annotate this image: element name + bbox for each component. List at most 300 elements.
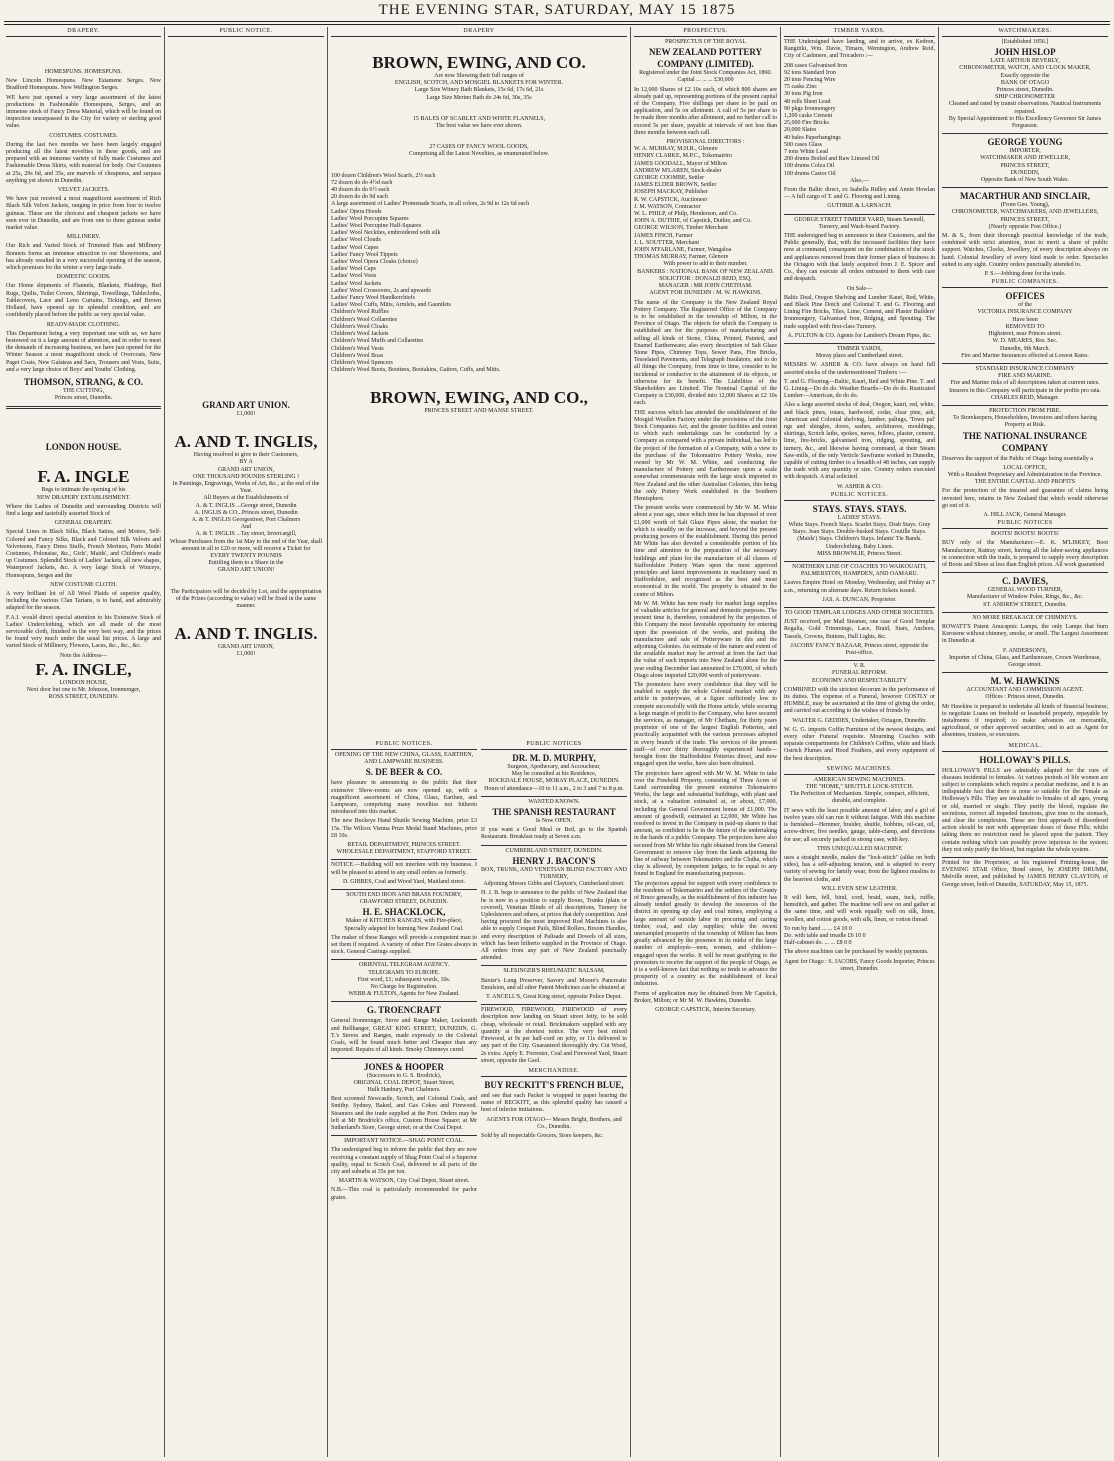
paragraph: During the last two months we have been largely engaged producing all the latest novelties in these goods, and are prepared with an immense variety of fully made Costumes and Fashionable Dress Skirts, with material for body. Our Costumes at 25s, 29s 6d, and 35s, are marvels of cheapness, and surpass anything yet shown in Dunedin.: [6, 141, 161, 184]
list-line: 20,000 Slates: [784, 127, 817, 134]
centered-text: ORIENTAL TELEGRAM AGENCY.: [358, 962, 450, 969]
list-line: Children's Wool Spencers: [331, 359, 393, 366]
list-line: 90 pkgs Ironmongery: [784, 105, 836, 112]
spacer: [331, 159, 627, 173]
list-line: W. L. PHILP, of Philp, Henderson, and Co.: [634, 211, 738, 218]
paragraph: The maker of these Ranges will provide a competent man to set them if required. A variety of other Fire Grates always in stock. General Castings supplied.: [331, 934, 477, 956]
centered-text: BANK OF OTAGO: [1000, 79, 1050, 86]
centered-text: Adjoining Messrs Gibbs and Clayton's, Cumberland street.: [483, 881, 625, 888]
separator: [331, 1058, 477, 1059]
paragraph: The new Buckeye Hand Shuttle Sewing Machine, price £3 15s. The Wilcox Vienna Prize Medal Stand Machines, price £8 10s.: [331, 818, 477, 839]
centered-text: BY A: [239, 459, 253, 466]
centered-text: AMERICAN SEWING MACHINES.: [813, 776, 906, 783]
section-heading: SEWING MACHINES.: [784, 765, 935, 775]
advert-heading: NEW ZEALAND POTTERY COMPANY (LIMITED).: [648, 47, 763, 70]
centered-text: GUTHRIE & LARNACH.: [827, 203, 892, 210]
centered-text: GENERAL DRAPERY.: [54, 520, 113, 527]
list-line: To run by hand ... ... £4 10 0: [784, 925, 852, 932]
spacer: [6, 39, 161, 69]
centered-text: Note the Address—: [59, 652, 108, 659]
list-line: Half-cabinet do. ... ... £8 0 0: [784, 940, 852, 947]
display-heading: F. A. INGLE: [37, 467, 130, 487]
spacer: [6, 453, 161, 467]
list-line: 75 casks Zinc: [784, 84, 817, 91]
column-drapery-brown-ewing: [331, 27, 627, 737]
centered-text: TIMBER YARDS,: [836, 345, 883, 352]
spacer: [168, 99, 324, 129]
spacer: [168, 309, 324, 339]
paragraph: WE have just opened a very large assortment of the latest productions in Fashionable Homespuns, Serges, and an immense stock of Fancy Dress Material, which will be found on inspection unsurpassed in the City for variety or sterling good value.: [6, 94, 161, 130]
centered-text: T. ANCELL'S, Great King street, opposite Police Depot.: [486, 994, 622, 1001]
column-rule: [327, 27, 328, 1457]
list-line: HENRY CLARKE, M.P.C., Tokomairiro: [634, 153, 732, 160]
centered-text: PROTECTION FROM FIRE.: [989, 407, 1061, 414]
paragraph: Sold by all respectable Grocers, Store keepers, &c.: [481, 1132, 604, 1139]
centered-text: ROCKDALE HOUSE, MORAY PLACE, DUNEDIN.: [488, 778, 620, 785]
centered-text: A. INGLIS & CO...Princes street, Dunedin: [194, 509, 298, 516]
centered-text: WANTED KNOWN.: [528, 798, 580, 805]
centered-text: All Buyers at the Establishments of: [203, 495, 289, 502]
paragraph: A very brilliant lot of All Wool Plaids of superior quality, including the various Clan Tartans, is to hand, and admirably adapted for the season.: [6, 590, 161, 612]
list-line: Children's Wool Cloaks: [331, 323, 388, 330]
list-line: Ladies' Wool Vests: [331, 273, 377, 280]
centered-text: COSTUMES. COSTUMES.: [49, 132, 118, 139]
section-heading: PUBLIC NOTICES: [942, 519, 1108, 529]
list-line: JOHN M'FARLANE, Farmer, Wangaloa: [634, 247, 732, 254]
separator: [942, 572, 1108, 573]
centered-text: Specially adapted for burning New Zealand Coal.: [344, 925, 464, 932]
list-line: 200 drums Boiled and Raw Linseed Oil: [784, 156, 880, 163]
paragraph: The undersigned beg to inform the public that they are now receiving a constant supply of Shag Point Coal of a Superior quality, equal to Scotch Coal, delivered to all parts of the city and suburbs at 35s per ton.: [331, 1147, 477, 1175]
centered-text: THE CUTTING,: [63, 387, 104, 394]
paragraph: MESSRS W. ASHER & CO. have always on hand full assorted stocks of the undermentioned Timbers :—: [784, 362, 935, 376]
centered-text: Moray place and Cumberland street.: [815, 353, 904, 360]
paragraph: New Lincoln Homespuns. New Estamene Serges. New Bradford Homespuns. New Wellington Serges.: [6, 78, 161, 92]
centered-text: D. GIBBES, Coal and Wood Yard, Maitland street.: [342, 878, 466, 885]
centered-text: Whose Purchases from the 1st May to the end of the Year, shall amount in all to £20 or more, will receive a Ticket for: [169, 538, 323, 552]
display-heading: A. AND T. INGLIS,: [174, 432, 318, 452]
centered-text: Fire and Marine Insurances effected at Lowest Rates.: [961, 352, 1089, 359]
centered-text: Hulk Hanbury, Port Chalmers.: [367, 1086, 441, 1093]
paragraph: Mr W. M. White has now ready for market large supplies of valuable articles for general and domestic purposes. The present time is, therefore, considered by the projectors of this Company the most favorable opportunity for entering upon the possession of the works, and pushing the manufacture and sale of Potteryware in this and the adjoining Colonies. An estimate of the nature and extent of the available market may be arrived at from the fact that the value of such imports into New Zealand alone for the year ending December last amounted to £70,000, of which Otago alone imported £20,000 worth of potteryware.: [634, 600, 777, 679]
masthead: THE EVENING STAR, SATURDAY, MAY 15 1875: [378, 2, 736, 18]
list-line: Ladies' Wool Neckties, embroidered with silk: [331, 230, 441, 237]
advert-heading: MACARTHUR AND SINCLAIR,: [960, 191, 1090, 202]
centered-text: Fire and Marine risks of all descriptions taken at current rates.: [950, 380, 1100, 387]
centered-text: LATE ARTHUR BEVERLY,: [990, 58, 1060, 65]
paragraph: The promoters have every confidence that they will be enabled to supply the whole Colonial market with any article in potteryware, at a figure sufficiently low to compete successfully with the Home article, while securing a large margin of profit to the Company, who have secured the services, as manager, of Mr Chetham, for thirty years proprietor of one of the largest English Potteries, and practically acquainted with the various processes adopted in every branch of the trade. The services of the present staff—of over thirty thoroughly experienced hands—brought from the Staffordshire Potteries direct, and now engaged upon the works, have also been obtained.: [634, 682, 777, 768]
advert-heading: JONES & HOOPER: [363, 1061, 444, 1072]
list-line: Do. with table and treadle £6 10 0: [784, 932, 866, 939]
list-line: Children's Wool Muffs and Collarettes: [331, 338, 424, 345]
spacer: [331, 39, 627, 53]
column-heading: PROSPECTUS.: [634, 27, 777, 37]
separator: [942, 405, 1108, 406]
paragraph: Our Rich and Varied Stock of Trimmed Hats and Millinery Bonnets forms an immense attraction to our Showrooms, and has already resulted in a very successful opening of the season, which promises for the winter a very large trade.: [6, 243, 161, 272]
centered-text: Princes street, Dunedin.: [54, 395, 113, 402]
list-line: 1,200 casks Cement: [784, 113, 833, 120]
centered-text: Next door but one to Mr. Johnson, Ironmonger,: [26, 687, 141, 693]
column-heading: DRAPERY.: [6, 27, 161, 37]
advert-heading: C. DAVIES,: [1001, 576, 1049, 587]
list-line: 72 dozen do do 4½d each: [331, 179, 393, 186]
centered-text: MILLINERY.: [66, 234, 101, 241]
list-line: W. A. MURRAY, M.H.R., Glenore: [634, 146, 718, 153]
centered-text: Comprising all the Latest Novelties, as enumerated below.: [408, 151, 550, 158]
spacer: [168, 369, 324, 399]
list-line: Children's Wool Collarettes: [331, 316, 398, 323]
centered-text: OPENING OF THE NEW CHINA, GLASS, EARTHEN, AND LAMPWARE BUSINESS.: [334, 752, 474, 766]
paragraph: The above machines can be purchased by weekly payments.: [784, 949, 929, 956]
spacer: [168, 339, 324, 369]
list-line: JAMES GOODALL, Mayor of Milton: [634, 160, 727, 167]
centered-text: ROSS STREET, DUNEDIN.: [48, 694, 119, 701]
list-line: 20 dozen do do 9d each: [331, 194, 388, 201]
centered-text: MARTIN & WATSON, City Coal Depot, Stuart street.: [338, 1178, 470, 1185]
centered-text: IMPORTER,: [1009, 148, 1041, 155]
centered-text: DOMESTIC GOODS.: [56, 274, 111, 281]
centered-text: Also,—: [850, 177, 869, 184]
centered-text: of the: [1018, 302, 1032, 309]
paragraph: Mr Hawkins is prepared to undertake all kinds of financial business; to negotiate Loans on freehold or leasehold property, repayable by instalments if required; to make advances on mercantile, agricultural, or other approved securities; and to act as Agent for absentees, trustees, or executors.: [942, 703, 1108, 739]
centered-text: 27 CASES OF FANCY WOOL GOODS,: [429, 144, 529, 151]
column-heading: TIMBER YARDS.: [784, 27, 935, 37]
centered-text: 15 BALES OF SCARLET AND WHITE FLANNELS,: [412, 115, 546, 122]
column-rule: [780, 27, 781, 1457]
paragraph: We have just received a most magnificent assortment of Rich Black Silk Velvet Jackets, ranging in price from four to twelve guineas. These are the choicest and cheapest jackets we have seen ever in Dunedin, and are from one to three guineas under market value.: [6, 196, 161, 232]
list-line: Ladies' Wool Caps: [331, 266, 376, 273]
masthead-rule-2: [4, 24, 1110, 25]
centered-text: LONDON HOUSE,: [59, 679, 108, 686]
centered-text: P. S.—Jobbing done for the trade.: [984, 271, 1066, 278]
column-heading: PUBLIC NOTICE.: [168, 27, 324, 37]
paragraph: BUY only of the Manufacturer.—E. K. M'LISKEY, Boot Manufacturer, Rattray street, having all the labor-saving appliances in connection with the trade, is prepared to supply every description of Boots and Shoes at less than English prices. All work guaranteed: [942, 540, 1108, 568]
centered-text: NEW COSTUME CLOTH.: [50, 581, 117, 588]
list-line: Ladies' Fancy Wool Tippets: [331, 251, 398, 258]
centered-text: May be consulted at his Residence,: [511, 771, 597, 778]
centered-text: [Established 1856.]: [1001, 39, 1049, 45]
display-heading: A. AND T. INGLIS.: [174, 624, 318, 644]
list-line: Ladies' Wool Opera Cloaks (choice): [331, 259, 418, 266]
advert-heading: HENRY J. BACON'S: [512, 855, 596, 866]
paragraph: The name of the Company is the New Zealand Royal Pottery Company. The Registered Office of the Company is to be established in the township of Milton, in the Province of Otago. The objects for which the Company is established are for the purposes of manufacturing and selling all kinds of Stone, China, Printed, Painted, and Enamel Earthenware; also every description of Salt Glaze Stone Pipes, Chimney Tops, Sewer Pans, Fire Bricks, Tesselated Pavements, and Telegraph Insulators, and to do all things the Company, from time to time, consider to be incidental or conducive to the attainment of its objects, or otherwise for its benefit. The Liabilities of the Shareholders are Limited. The Nominal Capital of the Company is £30,000, divided into 12,000 Shares at £2 10s each.: [634, 299, 777, 407]
list-line: Ladies' Wool Porcupine Squares: [331, 215, 409, 222]
separator: [481, 965, 627, 966]
spacer: [168, 279, 324, 309]
column-prospectus: [634, 27, 777, 1457]
centered-text: SHIP CHRONOMETER: [995, 94, 1055, 101]
advert-heading: HOLLOWAY'S PILLS.: [979, 754, 1071, 765]
centered-text: JACOBS' FANCY BAZAAR, Princes street, opposite the Post-office.: [790, 642, 929, 657]
column-public-notices-left: [331, 740, 477, 1457]
centered-text: READY-MADE CLOTHING.: [46, 321, 121, 328]
centered-text: Insurers in this Company will participate in the profits pro rata.: [949, 387, 1101, 394]
list-line: A large assortment of Ladies' Promenade Scarfs, in all colors, 2s 9d to 12s 6d each: [331, 201, 530, 208]
centered-text: PRINCES STREET,: [1000, 216, 1050, 223]
paragraph: uses a straight needle, makes the "lock-stitch" (alike on both sides), has a self-adjusting tension, and is adapted to every variety of sewing for family wear, from the lightest muslins to the heaviest cloths, and: [784, 854, 935, 883]
paragraph: The present works were commenced by Mr W. M. White about a year ago, since which time he has disposed of over £1,000 worth of Salt Glaze Pipes alone, the market for which is steadily on the increase, and beyond the present producing powers of the establishment. During this period Mr White has also devoted a considerable portion of his time and attention to the preparation of the necessary buildings and plant for the manufacture of all classes of Staffordshire Pottery Ware upon the most approved principles and latest improvements in machinery used in Staffordshire, and recognised as the best and most economical in the world. The property is situated in the centre of Milton.: [634, 505, 777, 598]
centered-text: DUNEDIN,: [1010, 169, 1040, 176]
centered-text: IMPORTANT NOTICE.—SHAG POINT COAL.: [344, 1138, 464, 1145]
centered-text: First word, £1; subsequent words, 10s.: [357, 976, 451, 983]
centered-text: GRAND ART UNION!: [217, 567, 275, 574]
centered-text: Manufacturer of Window Poles, Rings, &c., &c.: [966, 594, 1084, 601]
centered-text: ENGLISH, SCOTCH, AND MOSGIEL BLANKETS FOR WINTER.: [394, 80, 564, 87]
list-line: 100 dozen Children's Wool Scarfs, 2½ each: [331, 172, 436, 179]
list-line: Children's Wool Jackets: [331, 331, 389, 338]
centered-text: PROSPECTUS OF THE ROYAL: [664, 39, 747, 45]
centered-text: AGENTS FOR OTAGO— Messrs Bright, Brothers, and Co., Dunedin.: [486, 1116, 622, 1130]
centered-text: NO MORE BREAKAGE OF CHIMNEYS.: [972, 614, 1078, 621]
paragraph: T. and G. Flooring—Baltic, Kauri, Red and White Pine. T. and G. Lining—Do do do. Weather Boards—Do do do. Rusticated Lumber—American, do do do.: [784, 378, 935, 400]
list-line: 40 bales Paperhangings: [784, 134, 841, 141]
centered-text: To Storekeepers, Householders, Investors and others having Property at Risk.: [953, 415, 1097, 429]
centered-text: VELVET JACKETS.: [57, 187, 110, 194]
centered-text: Registered under the Joint Stock Companies Act, 1860.: [639, 70, 772, 77]
centered-text: PRINCES STREET AND MANSE STREET.: [424, 408, 534, 415]
centered-text: THE "HOME," SHUTTLE LOCK-STITCH.: [805, 784, 914, 791]
centered-text: GRAND ART UNION,: [217, 466, 275, 473]
paragraph: Baltic Deal, Oregon Shelving and Lumber Kauri, Red, White, and Black Pine Dotch and Colonial T. and G. Flooring and Lining Fire Bricks, Tiles, Lime, Cement, and Plaster Builders' Ironmongery, Galvanised Iron, Ridging, and Spouting. The trade supplied with first-class Turnery.: [784, 294, 935, 330]
paragraph: It will hem, fell, bind, cord, braid, seam, tuck, ruffle, hemstitch, and gather. The machine will sew on and gather at the same time, and will work equally well on silk, linen, woollen, and cotton goods, with silk, linen, or cotton thread.: [784, 894, 935, 923]
centered-text: AGENT FOR DUNEDIN : M. W. HAWKINS.: [649, 290, 762, 297]
paragraph: JUST received, per Mail Steamer, one case of Good Templar Regalia, Gold Trimmings, Lace, Braid, Stars, Anchors, Tassels, Crowns, Buttons, Hall Lights, &c.: [784, 619, 935, 640]
centered-text: RETAIL DEPARTMENT, PRINCES STREET. WHOLESALE DEPARTMENT, STAFFORD STREET.: [336, 842, 472, 856]
list-line: R. W. CAPSTICK, Auctioneer: [634, 196, 708, 203]
spacer: [168, 610, 324, 624]
advert-heading: DR. M. D. MURPHY,: [512, 753, 596, 763]
paragraph: Leaves Empire Hotel on Monday, Wednesday, and Friday at 7 a.m., returning on alternate days. Return tickets issued.: [784, 580, 935, 594]
list-line: 7 tons White Lead: [784, 149, 829, 156]
centered-text: Highstreet, near Princes street.: [988, 331, 1062, 338]
paragraph: Special Lines in Black Silks, Black Satins, and Moires, Self-Colored and Fancy Silks, Black and Colored Silk Velvets and Velveteens, Fancy Dress Stuffs, French Merinos, Paris Model Costumes, Polonaise, &c., Girls', Maids', and Children's made up Costumes. Splendid Stock of Ladies' Jackets, all new shapes, Waterproof Jackets, &c. A very large Stock of Winceys, Homespuns, Serges and the: [6, 529, 161, 579]
centered-text: With power to add to their number.: [663, 261, 748, 268]
paragraph: Forms of application may be obtained from Mr Capstick, Broker, Milton; or Mr M. W. Hawkins, Dunedin.: [634, 990, 777, 1004]
centered-text: Large Size Witney Bath Blankets, 15s 6d, 17s 6d, 21s: [414, 87, 544, 94]
centered-text: BANKERS : NATIONAL BANK OF NEW ZEALAND.: [637, 268, 774, 275]
centered-text: Entitling them to a Share in the: [208, 560, 284, 567]
paragraph: Printed for the Proprietor, at his registered Printing-house, the EVENING STAR Office, Bond street, by JOSEPH DRUMM, Melville street, and published by JAMES HENRY CLAYTON, of George street, both of Dunedin, SATURDAY, May 15, 1875.: [942, 860, 1108, 888]
paragraph: In 12,000 Shares of £2 10s each, of which 800 shares are already paid up, representing portions of the present capital of the Company. Five shillings per share to be paid on application, and 5s on allotment. A call of 5s per share to be made three months after allotment, and no further call to exceed 5s per share, payable at intervals of not less than three months between each call.: [634, 86, 777, 136]
column-heading: DRAPERY: [331, 27, 627, 37]
separator: [481, 845, 627, 846]
centered-text: Hours of attendance—10 to 11 a.m., 2 to 3 and 7 to 8 p.m.: [484, 785, 624, 792]
centered-text: No Charge for Registration.: [370, 984, 438, 991]
centered-text: CUMBERLAND STREET, DUNEDIN.: [505, 847, 603, 854]
column-heading: WATCHMAKERS.: [942, 27, 1108, 37]
centered-text: WEBB & FULTON, Agents for New Zealand.: [348, 991, 460, 998]
paragraph: HOLLOWAY'S PILLS are admirably adapted for the cure of diseases incidental to females. At various periods of life women are subject to complaints which require a peculiar medicine, and it is an indisputable fact that there is none so suitable for the Female as Holloway's Pills. They are invaluable to females of all ages, young or old, married or single. They purify the blood, regulate the secretions, correct all impeded functions, give tone to the stomach, and clear the complexion. These are first approach of disordered action should be met with appropriate doses of these Pills; whilst taking them no restriction need be placed upon the patient. They contain nothing which can possibly prove injurious to the system; they not only purify the blood, but regulate the whole system.: [942, 767, 1108, 853]
separator: [331, 859, 477, 860]
list-line: JAMES ELDER BROWN, Settler: [634, 182, 717, 189]
centered-text: LADIES' STAYS.: [837, 514, 882, 521]
spacer: [168, 219, 324, 249]
spacer: [168, 159, 324, 189]
paragraph: have pleasure in announcing to the public that their extensive Show-rooms are now opened up, with a magnificent assortment of China, Glass, Earthen, and Lampware, comprising many novelties not hitherto introduced into this market.: [331, 780, 477, 816]
advert-heading: STAYS. STAYS. STAYS.: [812, 503, 907, 514]
list-line: Children's Wool Boas: [331, 352, 384, 359]
centered-text: W. D. MEARES, Res. Sec.: [992, 338, 1058, 345]
list-line: Ladies' Wool Porcupine Half-Squares: [331, 223, 422, 230]
centered-text: And: [240, 524, 252, 531]
centered-text: ST. ANDREW STREET, Dunedin.: [983, 601, 1067, 608]
list-line: JAMES FINCH, Farmer: [634, 232, 693, 239]
paragraph: N.B.—This coal is particularly recommended for parlor grates.: [331, 1187, 477, 1201]
centered-text: SLESINGER'S RHEUMATIC BALSAM,: [503, 968, 605, 975]
display-heading: F. A. INGLE,: [35, 659, 132, 679]
advert-heading: LONDON HOUSE.: [45, 442, 122, 453]
list-line: Children's Wool Ruffles: [331, 309, 389, 316]
centered-text: NORTHERN LINE OF COACHES TO WAIKOUAITI, PALMERSTON, HAMPDEN, AND OAMARU.: [792, 564, 927, 578]
centered-text: BOX, TRUNK, AND VENETIAN BLIND FACTORY AND TURNERY,: [481, 866, 627, 881]
list-line: 48 rolls Sheet Lead: [784, 98, 831, 105]
advert-heading: THE NATIONAL INSURANCE COMPANY: [962, 430, 1088, 453]
column-rule: [630, 27, 631, 1457]
centered-text: Begs to intimate the opening of his: [41, 487, 126, 494]
centered-text: Have been: [1012, 316, 1038, 323]
centered-text: White Stays. French Stays. Scarlet Stays. Drab Stays. Gray Stays. Jean Stays. Double-busked Stays. Coutille Stays. (Maids') Stays. Children's Stays. Infants' Tie Bands. Underclothing. Baby Linen.: [788, 521, 931, 550]
list-line: Ladies' Wool Capes: [331, 244, 379, 251]
centered-text: THIS UNEQUALLED MACHINE: [817, 845, 902, 852]
separator: [331, 1135, 477, 1136]
paragraph: THE success which has attended the establishment of the Mosgiel Woollen Factory under the provisions of the Joint Stock Companies Act, and the greater facilities and extent to which such undertakings can be conducted by a Company as compared with a private individual, has led to the project of the formation of a Company, with a view to the purchase of the Tokomairiro Pottery Works, now owned by Mr W. M. White, and conducting the manufacture of Pottery and Earthenware upon a scale somewhat commensurate with the large stock imported to New Zealand and the other Australian Colonies, this being the only Pottery Work established in the Southern Hemisphere.: [634, 409, 777, 502]
separator: [331, 1001, 477, 1002]
list-line: GEORGE COOMBE, Settler: [634, 175, 705, 182]
centered-text: WATCHMAKER AND JEWELLER,: [980, 155, 1070, 162]
paragraph: NOTICE.—Building will not interfere with my business. I will be pleased to attend to any small orders as formerly.: [331, 862, 477, 876]
centered-text: Maker of KITCHEN RANGES, with Fire-place,: [345, 918, 463, 925]
centered-text: F. ANDERSON'S,: [1002, 647, 1048, 654]
list-line: Children's Wool Boots, Boottees, Bootakins, Gaiters, Cuffs, and Mitts.: [331, 367, 501, 374]
paragraph: The projectors have agreed with Mr W. M. White to take over the Freehold Property, consisting of Three Acres of Land surrounding the present extensive Tokomairiro Works, the large and substantial buildings, with plant and stock, at a valuation estimated at, or about, £7,000, including the General Government bonus of £1,000. The amount of goodwill, estimated at £2,000, Mr White has resolved to invest in the Company in paid-up shares to that amount, so confident is he in the future of the undertaking in the hands of a public Company. The projectors have also secured from Mr White his right obtained from the General Government to remove clay from the lands adjoining the line of railway between Tokomairiro and the Clutha, which clay is allowed, by competent judges, to be equal to any found in England for manufacturing purposes.: [634, 770, 777, 878]
column-heading: PUBLIC NOTICES.: [331, 740, 477, 750]
centered-text: With a Resident Proprietary and Administration in the Province.: [948, 471, 1102, 478]
centered-text: WALTER G. GEDDES, Undertaker, Octagon, Dunedin.: [792, 717, 927, 724]
list-line: Ladies' Wool Cuffs, Mitts, Armlets, and Gauntlets: [331, 302, 451, 309]
separator: [784, 607, 935, 608]
list-line: JOHN A. DUTHIE, of Capstick, Duthie, and Co.: [634, 218, 752, 225]
centered-text: A. & T. INGLIS ...George street, Dunedin: [195, 502, 297, 509]
centered-text: EVERY TWENTY POUNDS: [210, 553, 282, 560]
centered-text: Is Now OPEN.: [535, 818, 573, 825]
paragraph: Baxter's Lung Preserver, Savory and Moore's Pancreatic Emulsion, and all other Patent Medicines can be obtained at: [481, 977, 627, 991]
paragraph: COMBINED with the strictest decorum in the performance of its duties. The expense of a Funeral, however COSTLY or HUMBLE, may be ascertained at the time of giving the order, and carried out according to the wishes of friends by: [784, 686, 935, 715]
centered-text: VICTORIA INSURANCE COMPANY: [977, 309, 1073, 316]
separator: [942, 612, 1108, 613]
centered-text: NEW DRAPERY ESTABLISHMENT.: [36, 494, 131, 501]
centered-text: GEORGE CAPSTICK, Interim Secretary.: [655, 1007, 756, 1013]
spacer: [331, 374, 627, 388]
centered-text: Having resolved to give to their Customers,: [193, 452, 299, 459]
separator: [784, 660, 935, 661]
centered-text: A. HILL JACK, General Manager.: [983, 511, 1067, 518]
advert-heading: JOHN HISLOP: [994, 47, 1056, 58]
advert-heading: GEORGE YOUNG: [987, 137, 1063, 148]
list-line: 500 cases Glass: [784, 141, 822, 148]
centered-text: The Participators will be decided by Lot, and the appropriation of the Prizes (according to value) will be fixed in the same manner.: [170, 588, 322, 610]
centered-text: Surgeon, Apothecary, and Accoucheur,: [507, 764, 601, 770]
separator: [481, 796, 627, 797]
centered-text: A. & T. INGLIS Georgestreet, Port Chalmers: [191, 517, 301, 524]
paragraph: THE undersigned beg to announce to their Customers, and the Public generally, that, with the increased facilities they have now at command, consequent on the combination of the stock and appliances removed from their former place of business in the Octagon with that lately acquired from J. E. Spicer and Co., they can execute all orders entrusted to them with care and despatch.: [784, 233, 935, 283]
centered-text: Offices : Princes street, Dunedin.: [985, 694, 1065, 701]
advert-heading: THOMSON, STRANG, & CO.: [23, 376, 143, 387]
column-timber-yards: [784, 27, 935, 1457]
paragraph: Best screened Newcastle, Scotch, and Colonial Coals, and Smithy. Sydney, Baked, and Gas Cokes and Firewood. Steamers and the trade supplied at the Port. Orders may be left at Mr Brodrick's office, Custom House Square; at Mr Sutherland's Store, George street; or at the Coal Depot.: [331, 1096, 477, 1131]
spacer: [168, 249, 324, 279]
centered-text: BOOTS! BOOTS! BOOTS!: [990, 531, 1059, 538]
paragraph: General Ironmonger, Stove and Range Maker, Locksmith and Bellhanger, GREAT KING STREET, DUNEDIN. G. T.'s Stoves and Ranges, made expressly to the Colonial Coals, will be found much better and Cheaper than any imported. Repairs of all kinds. Smoky Chimneys cured.: [331, 1018, 477, 1054]
centered-text: LOCAL OFFICE,: [1003, 464, 1047, 471]
paragraph: W. G. G. imports Coffin Furniture of the newest designs, and every other Funeral requisite. Mourning Coaches with separate compartments for Children's Coffins, white and black Ostrich Plumes and Hood Feathers, and every equipment of the best description.: [784, 726, 935, 762]
separator: [784, 343, 935, 344]
centered-text: V. R.: [853, 663, 866, 670]
centered-text: Opposite Bank of New South Wales.: [980, 177, 1070, 184]
separator: [331, 959, 477, 960]
display-heading: BROWN, EWING, AND CO.: [372, 53, 586, 72]
display-heading: BROWN, EWING, AND CO.,: [370, 388, 588, 408]
column-rule: [938, 27, 939, 1457]
separator: [942, 672, 1108, 673]
list-line: Ladies' Wool Crossovers, 2s and upwards: [331, 287, 431, 294]
paragraph: Where the Ladies of Dunedin and surrounding Districts will find a large and tastefully assorted Stock of: [6, 503, 161, 517]
paragraph: F.A.I. would direct special attention to his Extensive Stock of Ladies' Underclothing, which are all made of the most serviceable cloth, finished in the very best way, and the prices be found very much under the usual list prices. A large and varied Stock of Millinery, Flowers, Laces, &c., &c., &c.: [6, 614, 161, 650]
centered-text: CHRONOMETER, WATCHMAKERS, AND JEWELLERS,: [951, 209, 1099, 216]
centered-text: On Sale—: [846, 285, 873, 292]
paragraph: If you want a Good Meal or Bed, go to the Spanish Restaurant. Breakfast ready at Seven a.m.: [481, 827, 627, 841]
spacer: [168, 69, 324, 99]
centered-text: TELEGRAMS TO EUROPE.: [368, 969, 440, 976]
masthead-rule: [4, 21, 1110, 22]
centered-text: MANAGER : MR JOHN CHETHAM.: [658, 283, 753, 290]
centered-text: JAS. A. DUNCAN, Proprietor.: [822, 596, 897, 603]
list-line: THOMAS MURRAY, Farmer, Glenore: [634, 254, 729, 261]
centered-text: A. FULTON & CO. Agents for Lambert's Dream Pipes, &c.: [787, 332, 932, 339]
separator: [942, 187, 1108, 188]
list-line: J. L. SOUTTER, Merchant: [634, 239, 699, 246]
centered-text: FIRE AND MARINE.: [998, 373, 1052, 380]
paragraph: IT sews with the least possible amount of labor, and a girl of twelve years old can run it without fatigue. With this machine is furnished—Hemmer, braider, shuttle, bobbins, oil-can, oil, screw-driver, five needles, gauge, table-clamp, and directions for use; all securely packed in strong case, with key.: [784, 807, 935, 843]
separator: [942, 857, 1108, 858]
paragraph: Also a large assorted stocks of deal, Oregon, kauri, red, white, and black pines, totara, hardwood, cedar, clear pine, ash, American and Colonial shelving, lumber, palings, 'Town pal' ngs and shingles, doors, sashes, architraves, mouldings, skirtings, Scotch laths, spokes, naves, felloes, plaster, cement, lime, fire-bricks, galvanised iron, ridging, spouting, and turnery, &c., and likewise having command, at their Steam Saw-mills, of the only Verticle Sawframe worked in Dunedin, capable of cutting timber to a breadth of 48 inches, can supply the trade with any quantity or size. Country orders executed with despatch. A trial solicited.: [784, 402, 935, 481]
column-watchmakers: [942, 27, 1108, 1457]
column-heading: PUBLIC NOTICES: [481, 740, 627, 750]
paragraph: M. & S., from their thorough practical knowledge of the trade, combined with strict attention, trust to merit a share of public support. Watches, Clocks, Jewellery, of every description always on hand. Colonial Jewellery of every kind made to order. Spectacles suited to any sight. Country orders punctually attended to.: [942, 233, 1108, 268]
paragraph: From the Baltic direct, ex Isabella Ridley and Annie Howlan— A full cargo of T. and G. Flooring and Lining.: [784, 187, 935, 201]
centered-text: ORIGINAL COAL DEPOT, Stuart Street,: [353, 1079, 455, 1086]
advert-heading: BUY RECKITT'S FRENCH BLUE,: [484, 1079, 624, 1090]
column-public-notices-right: [481, 740, 627, 1457]
advert-heading: OFFICES: [1005, 291, 1045, 302]
list-line: 25,000 Fire Bricks: [784, 120, 829, 127]
centered-text: ONE THOUSAND POUNDS STERLING !: [192, 473, 300, 480]
centered-text: ACCOUNTANT AND COMMISSION AGENT.: [966, 687, 1084, 694]
list-line: 20 tons Fencing Wire: [784, 77, 836, 84]
section-heading: PUBLIC COMPANIES.: [942, 278, 1108, 288]
centered-text: TO GOOD TEMPLAR LODGES AND OTHER SOCIETIES.: [784, 610, 935, 617]
centered-text: REMOVED TO: [1005, 323, 1045, 330]
centered-text: (From Geo. Young),: [1000, 202, 1050, 209]
list-line: 100 drums Castor Oil: [784, 170, 836, 177]
list-line: 30 tons Pig Iron: [784, 91, 823, 98]
list-line: JOSEPH MACKAY, Publisher: [634, 189, 708, 196]
spacer: [168, 39, 324, 69]
centered-text: In Paintings, Engravings, Works of Art, &c., at the end of the Year.: [172, 481, 320, 495]
paragraph: H. J. B. begs to announce to the public of New Zealand that he is now in a position to supply Boxes, Trunks (plain or covered), Venetian Blinds of all descriptions, Turnery for Upholsterers and others, at prices that defy competition. And having procured the most improved Rod Machines is also able to supply Croquet Pails, Blind Rollers, Broom Handles, and every description of Palisade and Dowels of all sizes, which has been hitherto supplied in the Province of Otago. All orders from any part of New Zealand punctually attended.: [481, 890, 627, 962]
centered-text: Exactly opposite the: [1000, 72, 1050, 79]
column-public-notice: [168, 27, 324, 737]
separator: [331, 889, 477, 890]
